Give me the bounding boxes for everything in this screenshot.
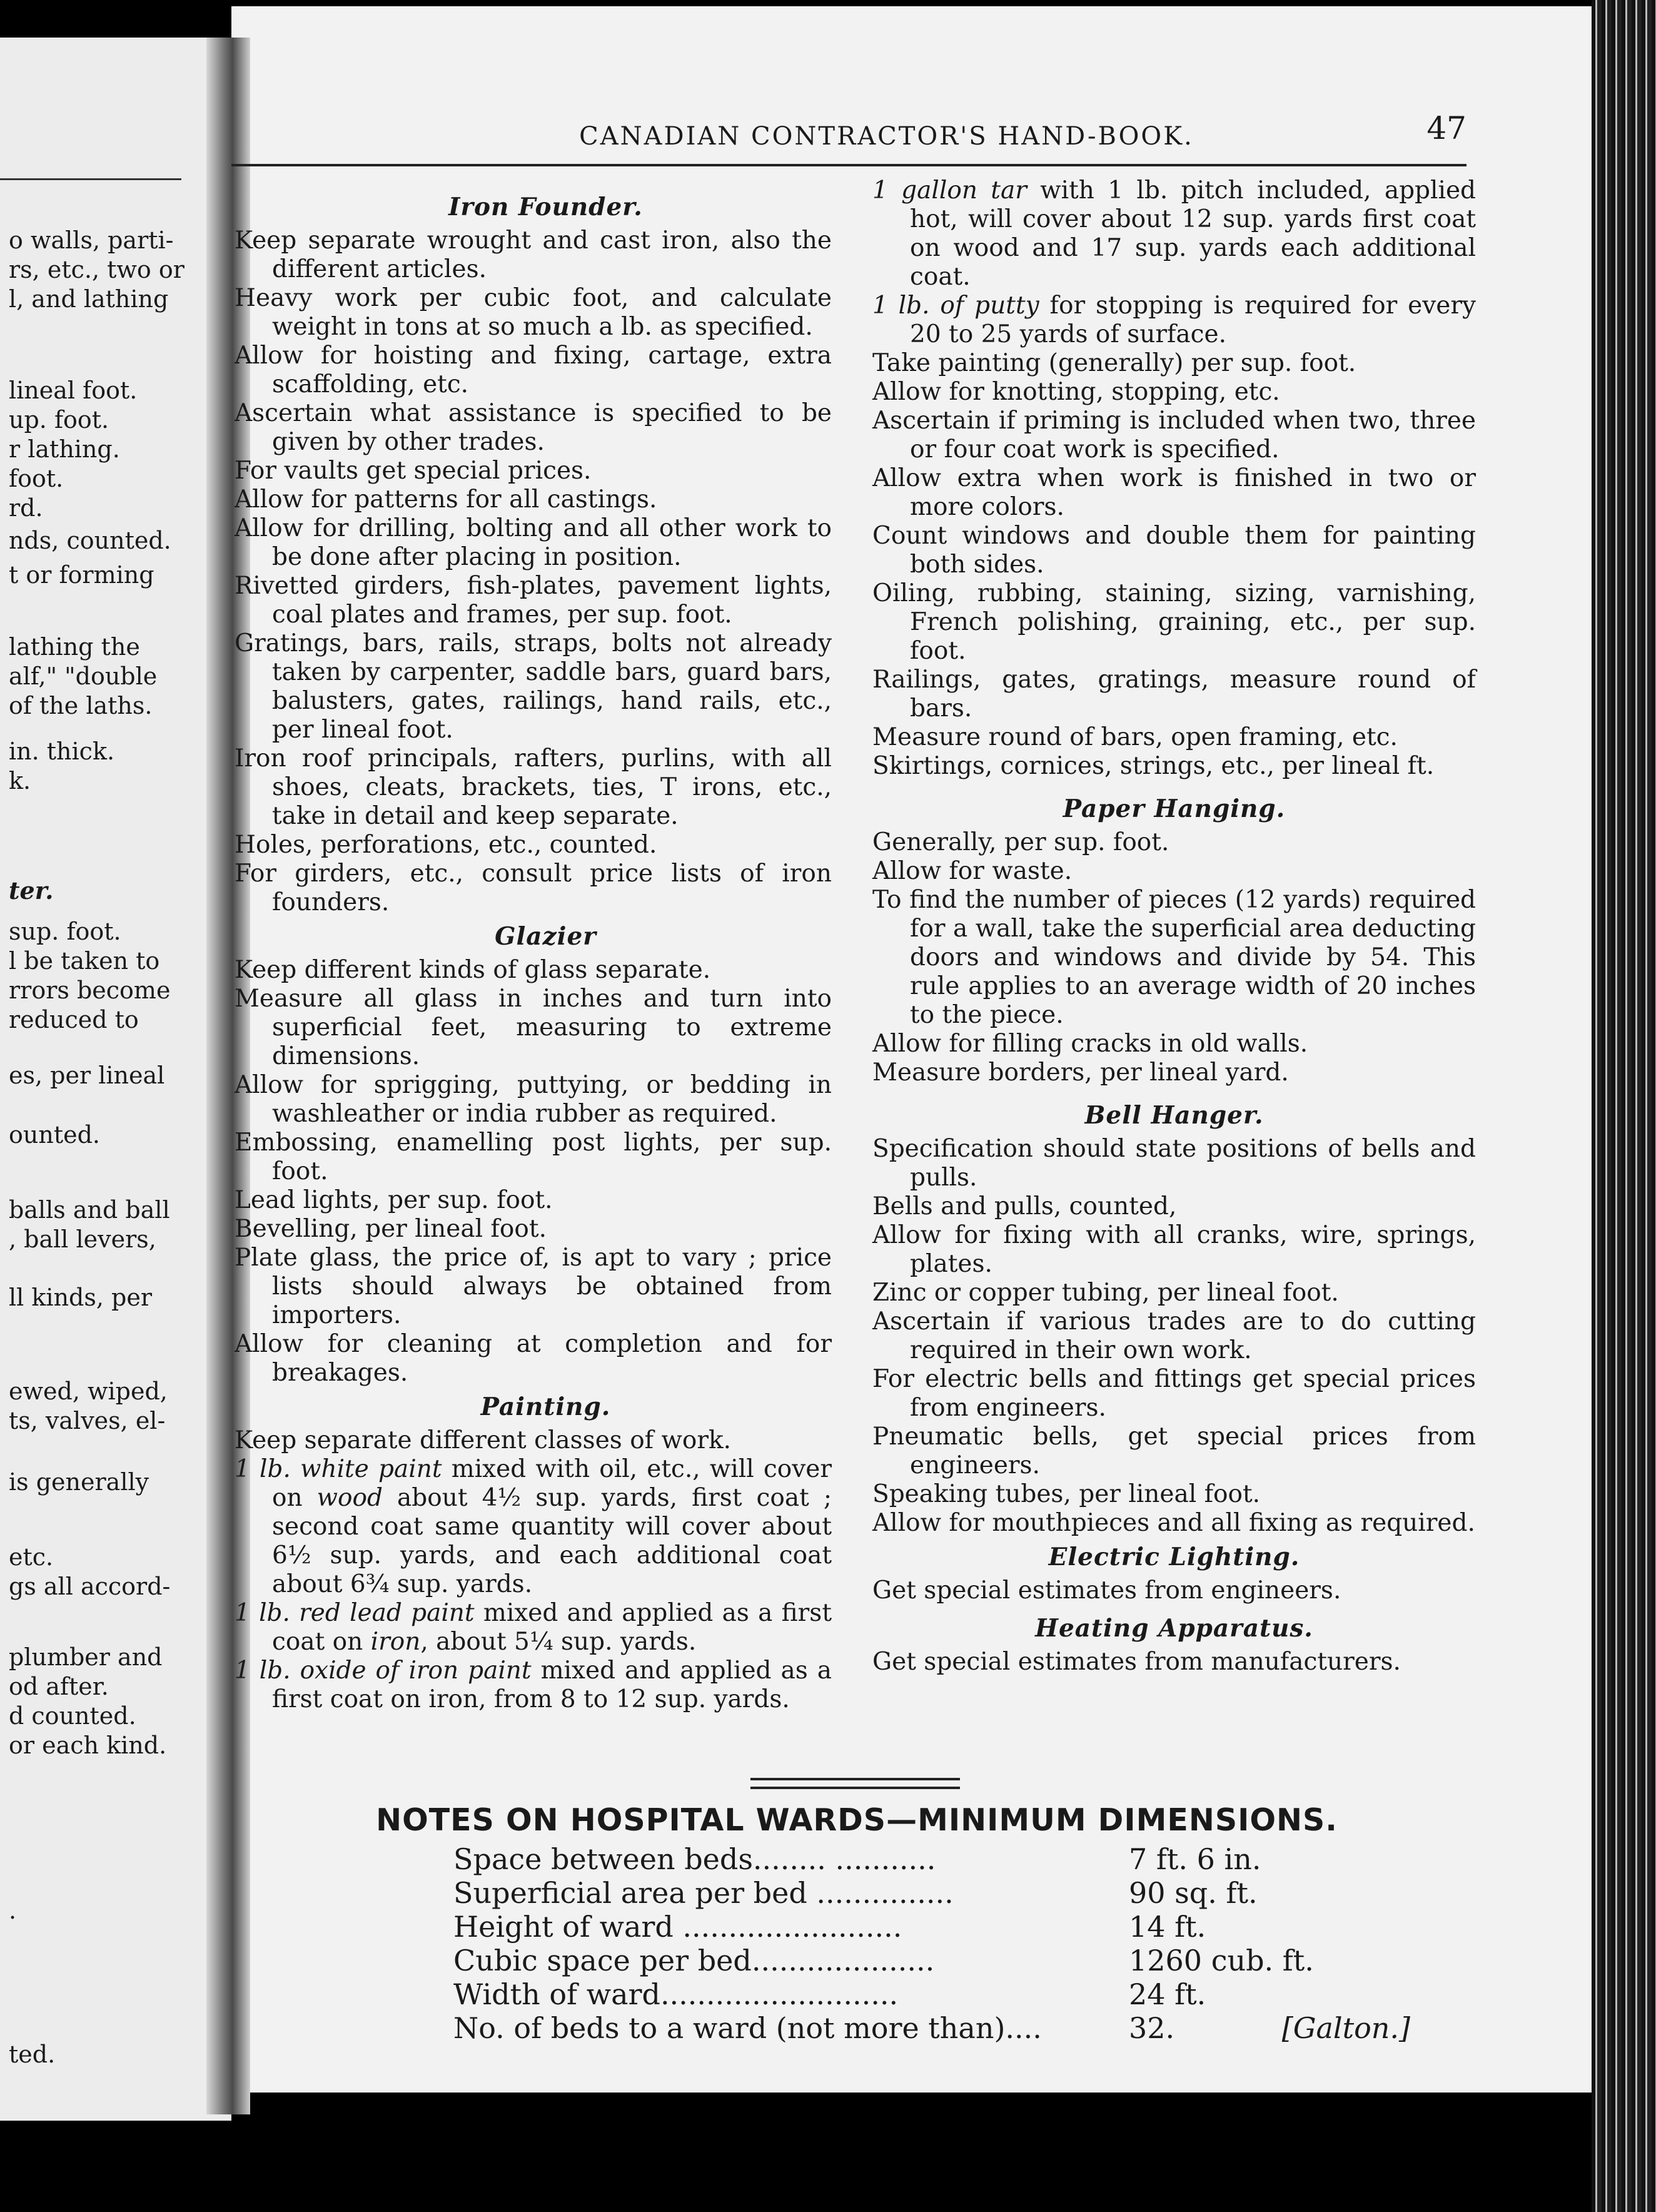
facing-heading-fragment: ter.: [9, 876, 54, 905]
row-label: Width of ward..........................: [453, 1977, 899, 2011]
facing-text-line: ts, valves, el-: [9, 1407, 166, 1434]
list-item: Keep separate wrought and cast iron, also the different articles.: [235, 226, 832, 283]
section-heading-heating-apparatus: Heating Apparatus.: [1035, 1614, 1313, 1643]
list-item: Allow for waste.: [872, 857, 1073, 885]
list-item: Bells and pulls, counted,: [872, 1192, 1177, 1220]
table-row: [453, 1910, 1429, 1944]
item-text: , about 5¼ sup. yards.: [420, 1628, 697, 1656]
right-column: [872, 176, 1476, 1677]
row-label: Cubic space per bed....................: [453, 1944, 935, 1977]
header-rule: [231, 164, 1467, 166]
list-item: Keep different kinds of glass separate.: [235, 956, 711, 984]
facing-text-line: plumber and: [9, 1643, 163, 1671]
facing-text-line: reduced to: [9, 1006, 139, 1033]
list-item: Ascertain if various trades are to do cutting required in their own work.: [872, 1307, 1476, 1364]
facing-text-line: , ball levers,: [9, 1225, 156, 1253]
row-value: 14 ft.: [1129, 1910, 1206, 1944]
list-item: Count windows and double them for painting both sides.: [872, 522, 1476, 579]
facing-text-line: rs, etc., two or: [9, 256, 184, 283]
list-item: Specification should state positions of bells and pulls.: [872, 1135, 1476, 1192]
page-edges: [1592, 0, 1656, 2212]
facing-text-line: rrors become: [9, 977, 171, 1004]
facing-text-line: is generally: [9, 1468, 149, 1496]
facing-text-line: sup. foot.: [9, 918, 121, 945]
row-label: Superficial area per bed ...............: [453, 1876, 954, 1910]
facing-text-line: o walls, parti-: [9, 226, 174, 254]
facing-text-line: foot.: [9, 465, 64, 492]
list-item: Zinc or copper tubing, per lineal foot.: [872, 1279, 1339, 1307]
table-row: [453, 1876, 1429, 1910]
list-item: Allow for mouthpieces and all fixing as required.: [872, 1509, 1475, 1537]
facing-text-line: od after.: [9, 1673, 109, 1700]
facing-page-fragment: [0, 38, 231, 2121]
list-item-tar: [872, 176, 1476, 292]
table-row: [453, 1842, 1429, 1876]
facing-text-line: lineal foot.: [9, 377, 138, 404]
section-heading-painting: Painting.: [480, 1393, 611, 1421]
facing-text-line: alf," "double: [9, 662, 158, 690]
list-item-putty: [872, 292, 1476, 349]
item-emphasis: wood: [316, 1484, 383, 1512]
list-item-white-paint: [235, 1455, 832, 1599]
facing-text-line: ewed, wiped,: [9, 1377, 168, 1405]
row-label: Height of ward ........................: [453, 1910, 902, 1944]
item-lead: 1 lb. oxide of iron paint: [235, 1656, 532, 1685]
list-item: Iron roof principals, rafters, purlins, with all shoes, cleats, brackets, ties, T irons, etc., take in detail and keep separate.: [235, 744, 832, 830]
facing-text-line: t or forming: [9, 561, 154, 589]
list-item: Rivetted girders, fish-plates, pavement lights, coal plates and frames, per sup. foot.: [235, 572, 832, 629]
facing-text-line: gs all accord-: [9, 1573, 171, 1600]
list-item: Speaking tubes, per lineal foot.: [872, 1480, 1261, 1508]
item-text: about 4½ sup. yards, first coat ; second coat same quantity will cover about 6½ sup. yards, and each additional coat about 6¾ sup. yards.: [272, 1484, 832, 1598]
list-item-oxide: [235, 1656, 832, 1714]
list-item: Keep separate different classes of work.: [235, 1426, 732, 1454]
list-item: Get special estimates from engineers.: [872, 1576, 1341, 1605]
facing-text-line: etc.: [9, 1543, 54, 1571]
section-heading-glazier: Glazier: [495, 922, 597, 951]
table-row: [453, 2011, 1429, 2045]
item-lead: 1 lb. white paint: [235, 1455, 442, 1483]
list-item: For vaults get special prices.: [235, 457, 592, 485]
list-item: Measure round of bars, open framing, etc.: [872, 723, 1398, 751]
list-item: Lead lights, per sup. foot.: [235, 1186, 553, 1214]
item-lead: 1 gallon tar: [872, 176, 1027, 205]
item-text: mixed and applied as a first coat on iron, from 8 to 12 sup. yards.: [272, 1656, 832, 1713]
facing-text-line: up. foot.: [9, 406, 109, 434]
section-heading-paper-hanging: Paper Hanging.: [1063, 794, 1286, 823]
facing-text-line: or each kind.: [9, 1732, 167, 1759]
source-citation: [Galton.]: [1281, 2011, 1410, 2045]
list-item: Measure borders, per lineal yard.: [872, 1058, 1289, 1087]
double-rule-top: [750, 1778, 960, 1780]
list-item: For electric bells and fittings get special prices from engineers.: [872, 1365, 1476, 1422]
list-item: To find the number of pieces (12 yards) required for a wall, take the superficial area deducting doors and windows and divide by 54. This rule applies to an average width of 20 inches to the piece.: [872, 886, 1476, 1029]
item-lead: 1 lb. red lead paint: [235, 1599, 475, 1627]
list-item: Embossing, enamelling post lights, per sup. foot.: [235, 1129, 832, 1185]
running-head: [306, 110, 1467, 163]
list-item: Take painting (generally) per sup. foot.: [872, 349, 1356, 377]
item-text: mixed and applied as a first coat on: [272, 1599, 832, 1656]
list-item-red-lead: [235, 1599, 832, 1656]
row-label: Space between beds........ ...........: [453, 1842, 936, 1876]
section-heading-electric-lighting: Electric Lighting.: [1048, 1543, 1300, 1571]
notes-title: NOTES ON HOSPITAL WARDS—MINIMUM DIMENSIONS.: [376, 1802, 1338, 1838]
facing-text-line: of the laths.: [9, 692, 153, 719]
facing-text-line: ounted.: [9, 1121, 100, 1149]
facing-text-line: k.: [9, 767, 31, 794]
section-heading-bell-hanger: Bell Hanger.: [1084, 1101, 1264, 1130]
list-item: Railings, gates, gratings, measure round of bars.: [872, 666, 1476, 723]
row-label: No. of beds to a ward (not more than)....: [453, 2011, 1042, 2045]
item-text: for stopping is required for every 20 to 25 yards of surface.: [910, 292, 1476, 348]
facing-text-line: d counted.: [9, 1702, 136, 1730]
facing-page-rule: [0, 178, 181, 180]
page-number: 47: [1426, 110, 1467, 146]
list-item: Allow for cleaning at completion and for breakages.: [235, 1330, 832, 1387]
facing-text-line: rd.: [9, 494, 43, 522]
facing-text-line: l be taken to: [9, 947, 160, 975]
list-item: Allow for fixing with all cranks, wire, springs, plates.: [872, 1221, 1476, 1278]
left-column: [235, 188, 832, 1714]
facing-text-line: ll kinds, per: [9, 1284, 153, 1311]
facing-text-line: es, per lineal: [9, 1062, 165, 1089]
item-text: with 1 lb. pitch included, applied hot, will cover about 12 sup. yards first coat on wood and 17 sup. yards each additional coat.: [910, 176, 1477, 291]
item-text: mixed with oil, etc., will cover on: [272, 1455, 832, 1512]
list-item: Allow for filling cracks in old walls.: [872, 1030, 1308, 1058]
list-item: Allow extra when work is finished in two or more colors.: [872, 464, 1476, 521]
list-item: Allow for sprigging, puttying, or bedding in washleather or india rubber as required.: [235, 1071, 832, 1128]
list-item: Holes, perforations, etc., counted.: [235, 831, 657, 859]
row-value: 24 ft.: [1129, 1977, 1206, 2011]
list-item: Pneumatic bells, get special prices from engineers.: [872, 1423, 1476, 1479]
list-item: Ascertain if priming is included when two, three or four coat work is specified.: [872, 407, 1476, 464]
list-item: Allow for drilling, bolting and all other work to be done after placing in position.: [235, 514, 832, 571]
facing-text-line: r lathing.: [9, 435, 120, 463]
row-value: 32.: [1129, 2011, 1175, 2045]
facing-text-line: .: [9, 1897, 17, 1924]
facing-text-line: lathing the: [9, 633, 140, 661]
list-item: Gratings, bars, rails, straps, bolts not already taken by carpenter, saddle bars, guard bars, balusters, gates, railings, hand rails, etc., per lineal foot.: [235, 629, 832, 744]
row-value: 90 sq. ft.: [1129, 1876, 1258, 1910]
list-item: Allow for hoisting and fixing, cartage, extra scaffolding, etc.: [235, 342, 832, 398]
facing-text-line: ted.: [9, 2041, 56, 2068]
list-item: For girders, etc., consult price lists of iron founders.: [235, 860, 832, 916]
facing-text-line: l, and lathing: [9, 285, 169, 313]
row-value: 7 ft. 6 in.: [1129, 1842, 1261, 1876]
row-value: 1260 cub. ft.: [1129, 1944, 1314, 1977]
list-item: Bevelling, per lineal foot.: [235, 1215, 547, 1243]
item-emphasis: iron: [370, 1628, 421, 1656]
list-item: Plate glass, the price of, is apt to vary ; price lists should always be obtained from importers.: [235, 1244, 832, 1329]
list-item: Allow for knotting, stopping, etc.: [872, 378, 1280, 406]
table-row: [453, 1977, 1429, 2011]
list-item: Ascertain what assistance is specified to be given by other trades.: [235, 399, 832, 456]
list-item: Generally, per sup. foot.: [872, 828, 1169, 856]
running-head-title: CANADIAN CONTRACTOR'S HAND-BOOK.: [579, 122, 1194, 151]
hospital-wards-table: [453, 1842, 1429, 2045]
section-heading-iron-founder: Iron Founder.: [448, 193, 643, 221]
facing-text-line: nds, counted.: [9, 527, 171, 554]
list-item: Allow for patterns for all castings.: [235, 485, 657, 514]
facing-text-line: balls and ball: [9, 1196, 170, 1224]
table-row: [453, 1944, 1429, 1977]
list-item: Measure all glass in inches and turn into superficial feet, measuring to extreme dimensions.: [235, 985, 832, 1070]
item-lead: 1 lb. of putty: [872, 292, 1039, 320]
facing-text-line: in. thick.: [9, 738, 115, 765]
double-rule-bottom: [750, 1787, 960, 1789]
list-item: Skirtings, cornices, strings, etc., per lineal ft.: [872, 752, 1435, 780]
list-item: Get special estimates from manufacturers.: [872, 1648, 1401, 1676]
list-item: Oiling, rubbing, staining, sizing, varnishing, French polishing, graining, etc., per sup. foot.: [872, 579, 1476, 665]
list-item: Heavy work per cubic foot, and calculate weight in tons at so much a lb. as specified.: [235, 284, 832, 341]
